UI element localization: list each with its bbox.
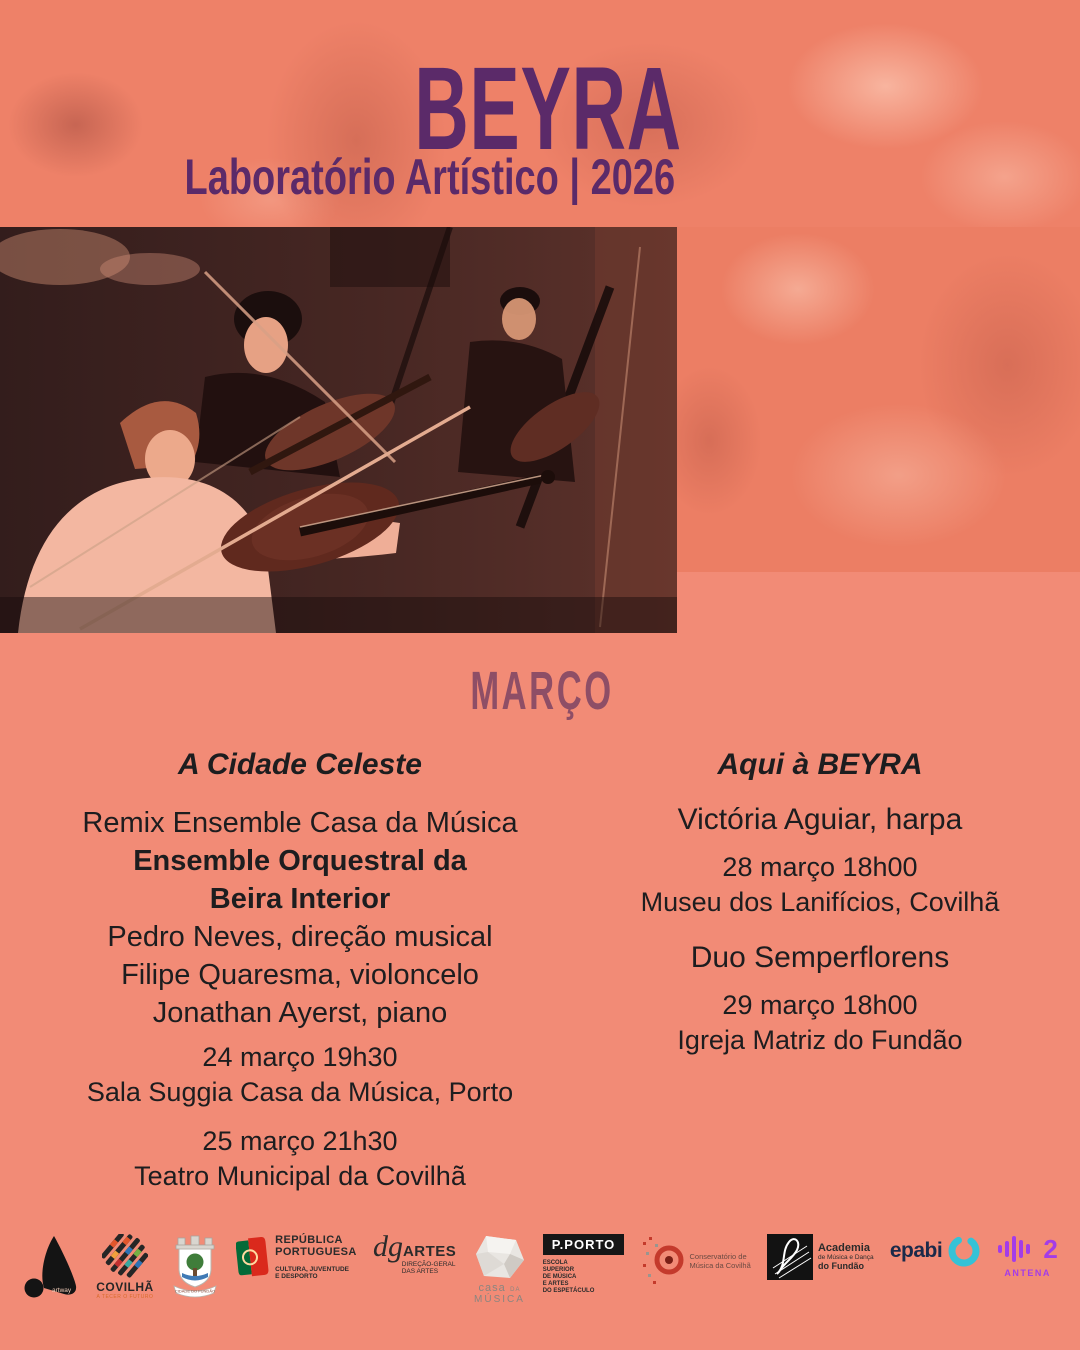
performer-line: Pedro Neves, direção musical (107, 921, 493, 953)
session-venue: Museu dos Lanifícios, Covilhã (640, 887, 1000, 917)
artway-icon (22, 1234, 80, 1298)
dgartes-artes: ARTES (402, 1243, 457, 1260)
event-column-left (30, 748, 570, 1194)
conservatorio-icon (641, 1234, 685, 1288)
dgartes-wordmark (372, 1230, 457, 1263)
antena2-mark (997, 1234, 1057, 1264)
republica-tutela: CULTURA, JUVENTUDE E DESPORTO (275, 1266, 350, 1280)
casa-da-musica-logo (472, 1234, 526, 1305)
session-datetime: 29 março 18h00 (722, 990, 918, 1020)
orchestra-photo-illustration (0, 227, 677, 633)
dgartes-dg: dg (372, 1230, 403, 1263)
performer-line: Victória Aguiar, harpa (677, 803, 963, 836)
dgartes-subtitle: DIREÇÃO-GERAL DAS ARTES (401, 1261, 456, 1275)
casa-word: casa (478, 1282, 506, 1294)
event-title: A Cidade Celeste (178, 748, 422, 781)
covilha-tagline: A TECER O FUTURO (96, 1294, 154, 1300)
academia-line3: do Fundão (817, 1260, 864, 1271)
epabi-wordmark: epabi (889, 1239, 943, 1262)
musica-word: MÚSICA (474, 1294, 525, 1305)
covilha-weave-icon (102, 1234, 148, 1278)
performer-line: Ensemble Orquestral da (133, 845, 467, 877)
sponsor-logo-strip (0, 1230, 1080, 1305)
performer-line: Jonathan Ayerst, piano (152, 997, 448, 1029)
republica-line1: REPÚBLICA (275, 1234, 343, 1246)
session-datetime: 28 março 18h00 (722, 852, 918, 882)
artway-label: artway (52, 1287, 72, 1294)
month-heading (2, 661, 1080, 721)
academia-icon (767, 1234, 813, 1280)
epabi-logo (890, 1234, 981, 1268)
pporto-school-text: ESCOLA SUPERIOR DE MÚSICA E ARTES DO ESPETÁCULO (542, 1260, 595, 1294)
conservatorio-label: Conservatório de Música da Covilhã (689, 1252, 751, 1270)
fundao-crest-icon (170, 1234, 220, 1300)
academia-line1: Academia (817, 1241, 870, 1254)
artway-logo (22, 1234, 80, 1298)
antena2-label: ANTENA (1004, 1268, 1051, 1278)
conservatorio-covilha-logo (641, 1234, 751, 1288)
republica-line2: PORTUGUESA (275, 1246, 357, 1258)
pporto-logo (543, 1234, 625, 1295)
republica-portuguesa-text (275, 1234, 357, 1280)
month-heading-text: MARÇO (470, 661, 614, 721)
session-datetime: 25 março 21h30 (202, 1126, 398, 1156)
covilha-label: COVILHÃ (96, 1280, 154, 1294)
faint-orchestra-background-right (677, 227, 1080, 572)
performer-line: Duo Semperflorens (690, 941, 950, 974)
session (30, 1124, 570, 1194)
academia-line2: de Música e Dança (817, 1253, 874, 1261)
session (30, 1040, 570, 1110)
poster-title-text: BEYRA (414, 43, 682, 175)
pporto-wordmark: P.PORTO (543, 1234, 625, 1255)
performer-line: Beira Interior (209, 883, 391, 915)
session-venue: Igreja Matriz do Fundão (677, 1025, 963, 1055)
antena2-number: 2 (1043, 1234, 1058, 1264)
session-venue: Sala Suggia Casa da Música, Porto (86, 1077, 514, 1107)
performer-line: Filipe Quaresma, violoncelo (121, 959, 479, 991)
fundao-crest-label: CIDADE DO FUNDÃO (174, 1288, 216, 1294)
antena2-soundbars-icon (997, 1234, 1037, 1264)
poster-subtitle (0, 150, 970, 205)
session (598, 850, 1042, 920)
antena2-logo (997, 1234, 1057, 1278)
poster-subtitle-text: Laboratório Artístico | 2026 (184, 149, 676, 205)
session (598, 988, 1042, 1058)
academia-fundao-logo (767, 1234, 874, 1280)
casa-da-musica-wordmark (474, 1282, 525, 1305)
epabi-circle-icon (947, 1234, 981, 1268)
republica-portuguesa-logo (236, 1234, 357, 1280)
event-column-right (598, 748, 1042, 1058)
academia-text (817, 1241, 874, 1271)
covilha-logo (96, 1234, 154, 1300)
dgartes-logo (372, 1230, 457, 1275)
da-word: DA (510, 1287, 521, 1293)
portugal-flag-icon (236, 1234, 270, 1280)
performer-line: Remix Ensemble Casa da Música (82, 807, 518, 839)
fundao-crest-logo (170, 1234, 220, 1300)
session-venue: Teatro Municipal da Covilhã (134, 1161, 466, 1191)
orchestra-photo (0, 227, 677, 633)
casa-da-musica-icon (472, 1234, 526, 1280)
session-datetime: 24 março 19h30 (202, 1042, 398, 1072)
event-title: Aqui à BEYRA (717, 748, 923, 781)
